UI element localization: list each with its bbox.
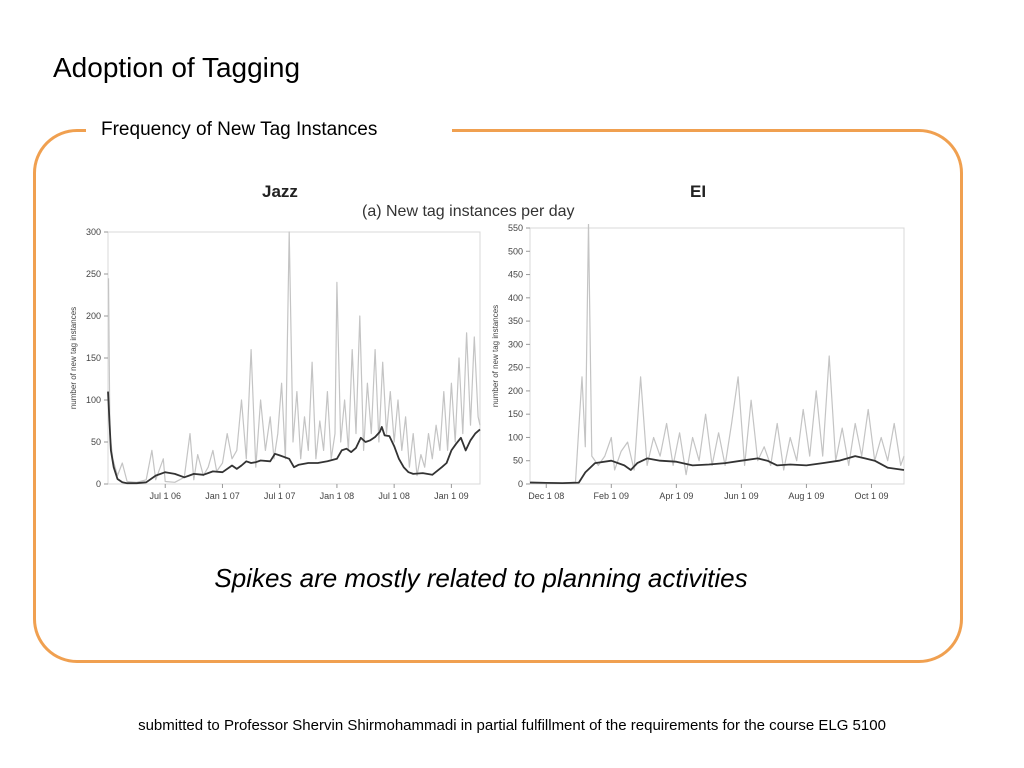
y-tick-label: 250 [85,269,101,279]
x-tick-label: Dec 1 08 [528,491,565,501]
y-tick-label: 400 [507,292,523,303]
y-tick-label: 50 [512,455,523,466]
x-tick-label: Oct 1 09 [854,491,889,501]
figure [66,178,906,514]
y-tick-label: 0 [517,479,523,489]
y-axis-label: number of new tag instances [69,306,78,410]
y-tick-label: 450 [507,269,523,280]
y-tick-label: 50 [90,437,101,447]
x-tick-label: Apr 1 09 [659,491,694,501]
y-tick-label: 100 [85,395,101,405]
x-tick-label: Jul 1 08 [378,491,410,501]
chart-title-jazz: Jazz [262,182,298,201]
y-tick-label: 0 [95,479,101,489]
y-tick-label: 300 [85,227,101,237]
x-tick-label: Jul 1 06 [149,491,181,501]
frame-legend: Frequency of New Tag Instances [101,119,378,140]
y-axis-label: number of new tag instances [491,304,500,408]
y-tick-label: 550 [507,224,523,233]
x-tick-label: Jan 1 09 [434,491,469,501]
jazz-chart [66,224,496,514]
ei-chart [486,224,906,514]
y-tick-label: 200 [507,385,523,396]
y-tick-label: 350 [507,316,523,327]
footer-text: submitted to Professor Shervin Shirmohammadi in partial fulfillment of the requirements for the course ELG 5100 [138,717,886,734]
slide-title: Adoption of Tagging [53,52,301,83]
x-tick-label: Jan 1 07 [205,491,240,501]
plot-area [108,232,480,484]
chart-title-ei: EI [690,182,707,201]
spikes-note: Spikes are mostly related to planning activities [214,563,748,593]
x-tick-label: Jul 1 07 [263,491,296,501]
x-tick-label: Jun 1 09 [724,491,759,501]
y-tick-label: 500 [507,246,523,257]
y-tick-label: 150 [85,353,101,363]
y-tick-label: 300 [507,339,523,350]
x-tick-label: Feb 1 09 [593,491,630,501]
y-tick-label: 200 [85,311,101,321]
y-tick-label: 150 [507,409,523,420]
y-tick-label: 250 [507,362,523,373]
figure-caption: (a) New tag instances per day [362,203,575,220]
x-tick-label: Aug 1 09 [788,491,825,501]
y-tick-label: 100 [507,432,523,443]
x-tick-label: Jan 1 08 [319,491,355,501]
